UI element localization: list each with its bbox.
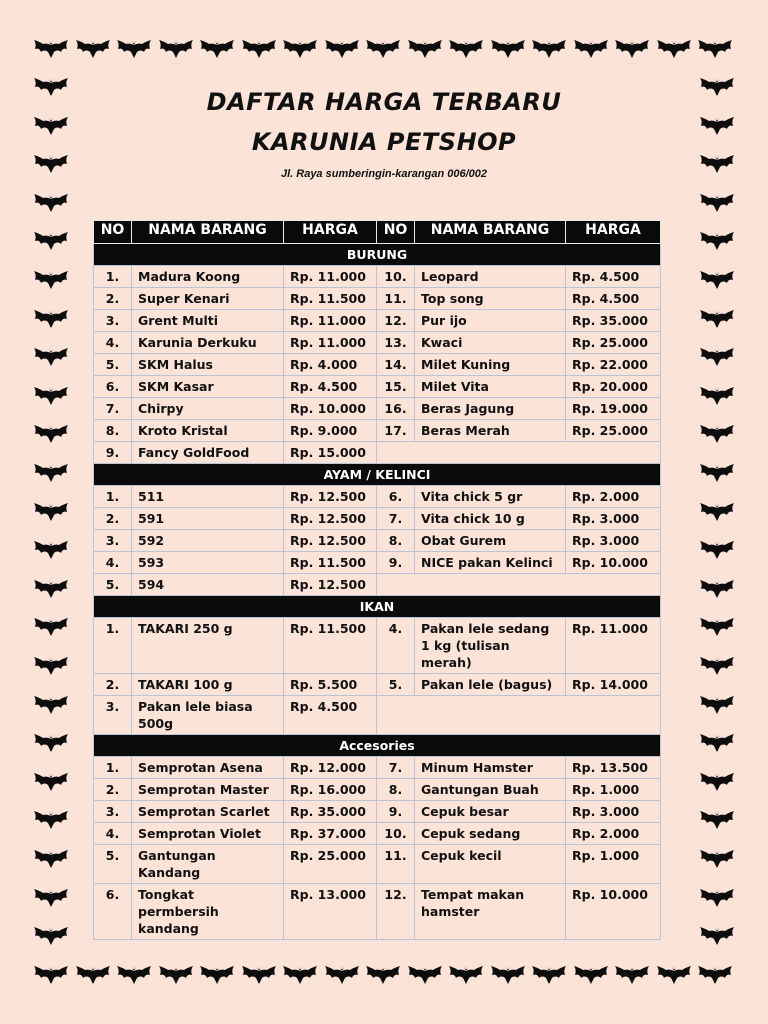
bat-icon bbox=[33, 927, 69, 945]
bat-icon bbox=[699, 696, 735, 714]
section-title: IKAN bbox=[94, 596, 661, 618]
item-no: 8. bbox=[94, 420, 132, 442]
table-row bbox=[94, 779, 661, 801]
item-no: 6. bbox=[94, 376, 132, 398]
item-name: 593 bbox=[132, 552, 284, 574]
item-price: Rp. 11.500 bbox=[284, 288, 377, 310]
item-no: 9. bbox=[94, 442, 132, 464]
item-price: Rp. 10.000 bbox=[284, 398, 377, 420]
item-no: 14. bbox=[377, 354, 415, 376]
bat-icon bbox=[531, 966, 567, 984]
item-name: Kwaci bbox=[415, 332, 566, 354]
item-no: 2. bbox=[94, 779, 132, 801]
bat-icon bbox=[699, 348, 735, 366]
bat-icon bbox=[75, 40, 111, 58]
item-price: Rp. 20.000 bbox=[566, 376, 661, 398]
bat-icon bbox=[33, 425, 69, 443]
item-no: 1. bbox=[94, 757, 132, 779]
bat-icon bbox=[699, 464, 735, 482]
item-no: 16. bbox=[377, 398, 415, 420]
col-no-2: NO bbox=[377, 221, 415, 244]
item-name: TAKARI 100 g bbox=[132, 674, 284, 696]
bat-icon bbox=[33, 580, 69, 598]
bat-icon bbox=[33, 503, 69, 521]
item-name: Vita chick 10 g bbox=[415, 508, 566, 530]
col-nama-barang: NAMA BARANG bbox=[132, 221, 284, 244]
bat-icon bbox=[490, 966, 526, 984]
page-title: DAFTAR HARGA TERBARU bbox=[206, 88, 562, 116]
item-no: 15. bbox=[377, 376, 415, 398]
item-no: 3. bbox=[94, 530, 132, 552]
item-price: Rp. 12.500 bbox=[284, 508, 377, 530]
bat-icon bbox=[33, 271, 69, 289]
item-price: Rp. 35.000 bbox=[284, 801, 377, 823]
item-price: Rp. 5.500 bbox=[284, 674, 377, 696]
table-row bbox=[94, 696, 661, 735]
item-name: Grent Multi bbox=[132, 310, 284, 332]
item-price: Rp. 3.000 bbox=[566, 508, 661, 530]
empty-cell bbox=[377, 696, 661, 735]
item-no: 1. bbox=[94, 618, 132, 674]
item-no: 7. bbox=[377, 508, 415, 530]
item-name: Minum Hamster bbox=[415, 757, 566, 779]
item-name: Cepuk besar bbox=[415, 801, 566, 823]
item-name: 511 bbox=[132, 486, 284, 508]
table-row bbox=[94, 674, 661, 696]
bat-icon bbox=[33, 40, 69, 58]
bat-icon bbox=[116, 40, 152, 58]
bat-icon bbox=[573, 966, 609, 984]
item-name: Gantungan Buah bbox=[415, 779, 566, 801]
item-no: 5. bbox=[94, 574, 132, 596]
bat-icon bbox=[365, 40, 401, 58]
item-name: Fancy GoldFood bbox=[132, 442, 284, 464]
item-price: Rp. 10.000 bbox=[566, 884, 661, 940]
table-row bbox=[94, 486, 661, 508]
item-name: Semprotan Asena bbox=[132, 757, 284, 779]
bat-icon bbox=[33, 348, 69, 366]
item-no: 3. bbox=[94, 696, 132, 735]
item-price: Rp. 15.000 bbox=[284, 442, 377, 464]
table-row bbox=[94, 266, 661, 288]
item-price: Rp. 2.000 bbox=[566, 823, 661, 845]
section-title: BURUNG bbox=[94, 244, 661, 266]
item-price: Rp. 3.000 bbox=[566, 530, 661, 552]
item-price: Rp. 11.000 bbox=[284, 310, 377, 332]
item-name: TAKARI 250 g bbox=[132, 618, 284, 674]
bat-icon bbox=[241, 966, 277, 984]
bat-icon bbox=[407, 966, 443, 984]
item-name: Tongkat permbersih kandang bbox=[132, 884, 284, 940]
item-price: Rp. 11.000 bbox=[284, 332, 377, 354]
item-name: Tempat makan hamster bbox=[415, 884, 566, 940]
shop-name: KARUNIA PETSHOP bbox=[251, 128, 517, 156]
empty-cell bbox=[377, 442, 661, 464]
section-header bbox=[94, 735, 661, 757]
table-row bbox=[94, 801, 661, 823]
item-price: Rp. 16.000 bbox=[284, 779, 377, 801]
bat-icon bbox=[699, 811, 735, 829]
item-no: 7. bbox=[94, 398, 132, 420]
table-row bbox=[94, 376, 661, 398]
item-price: Rp. 12.500 bbox=[284, 486, 377, 508]
item-price: Rp. 9.000 bbox=[284, 420, 377, 442]
table-row bbox=[94, 332, 661, 354]
item-price: Rp. 14.000 bbox=[566, 674, 661, 696]
item-name: Cepuk kecil bbox=[415, 845, 566, 884]
bat-icon bbox=[199, 966, 235, 984]
col-harga: HARGA bbox=[284, 221, 377, 244]
item-no: 7. bbox=[377, 757, 415, 779]
item-no: 6. bbox=[94, 884, 132, 940]
item-name: Cepuk sedang bbox=[415, 823, 566, 845]
bat-icon bbox=[697, 966, 733, 984]
item-price: Rp. 25.000 bbox=[284, 845, 377, 884]
bat-icon bbox=[324, 966, 360, 984]
bat-icon bbox=[33, 232, 69, 250]
item-no: 12. bbox=[377, 310, 415, 332]
bat-icon bbox=[407, 40, 443, 58]
table-row bbox=[94, 354, 661, 376]
table-row bbox=[94, 845, 661, 884]
bat-icon bbox=[33, 618, 69, 636]
section-title: AYAM / KELINCI bbox=[94, 464, 661, 486]
bat-icon bbox=[116, 966, 152, 984]
table-row bbox=[94, 442, 661, 464]
bat-icon bbox=[282, 40, 318, 58]
table-row bbox=[94, 288, 661, 310]
bat-icon bbox=[33, 541, 69, 559]
bat-icon bbox=[33, 966, 69, 984]
bat-icon bbox=[697, 40, 733, 58]
item-name: Pakan lele (bagus) bbox=[415, 674, 566, 696]
item-name: NICE pakan Kelinci bbox=[415, 552, 566, 574]
table-row bbox=[94, 398, 661, 420]
item-no: 9. bbox=[377, 801, 415, 823]
item-price: Rp. 4.000 bbox=[284, 354, 377, 376]
table-row bbox=[94, 310, 661, 332]
item-name: SKM Kasar bbox=[132, 376, 284, 398]
table-row bbox=[94, 530, 661, 552]
item-price: Rp. 4.500 bbox=[284, 376, 377, 398]
bat-icon bbox=[699, 387, 735, 405]
item-price: Rp. 4.500 bbox=[566, 288, 661, 310]
bat-icon bbox=[573, 40, 609, 58]
item-no: 11. bbox=[377, 288, 415, 310]
item-name: 592 bbox=[132, 530, 284, 552]
item-name: Beras Merah bbox=[415, 420, 566, 442]
item-price: Rp. 35.000 bbox=[566, 310, 661, 332]
item-price: Rp. 10.000 bbox=[566, 552, 661, 574]
item-name: Super Kenari bbox=[132, 288, 284, 310]
bat-icon bbox=[365, 966, 401, 984]
item-price: Rp. 4.500 bbox=[284, 696, 377, 735]
item-price: Rp. 11.000 bbox=[566, 618, 661, 674]
bat-icon bbox=[699, 310, 735, 328]
item-no: 8. bbox=[377, 779, 415, 801]
item-name: 591 bbox=[132, 508, 284, 530]
table-row bbox=[94, 508, 661, 530]
bat-icon bbox=[699, 503, 735, 521]
bat-icon bbox=[699, 425, 735, 443]
item-name: Semprotan Master bbox=[132, 779, 284, 801]
item-price: Rp. 1.000 bbox=[566, 779, 661, 801]
bat-icon bbox=[490, 40, 526, 58]
item-no: 2. bbox=[94, 508, 132, 530]
item-price: Rp. 37.000 bbox=[284, 823, 377, 845]
item-name: Chirpy bbox=[132, 398, 284, 420]
item-name: Milet Kuning bbox=[415, 354, 566, 376]
bat-icon bbox=[33, 464, 69, 482]
bat-icon bbox=[33, 889, 69, 907]
item-no: 5. bbox=[94, 354, 132, 376]
item-name: Gantungan Kandang bbox=[132, 845, 284, 884]
item-name: Obat Gurem bbox=[415, 530, 566, 552]
bat-icon bbox=[656, 966, 692, 984]
col-harga-2: HARGA bbox=[566, 221, 661, 244]
table-header-row bbox=[94, 221, 661, 244]
item-price: Rp. 2.000 bbox=[566, 486, 661, 508]
item-no: 1. bbox=[94, 266, 132, 288]
bat-icon bbox=[33, 387, 69, 405]
item-no: 8. bbox=[377, 530, 415, 552]
item-no: 4. bbox=[94, 552, 132, 574]
item-no: 3. bbox=[94, 801, 132, 823]
item-no: 10. bbox=[377, 266, 415, 288]
item-no: 12. bbox=[377, 884, 415, 940]
item-no: 3. bbox=[94, 310, 132, 332]
bat-icon bbox=[699, 927, 735, 945]
bat-icon bbox=[699, 889, 735, 907]
table-row bbox=[94, 757, 661, 779]
bat-icon bbox=[282, 966, 318, 984]
item-no: 10. bbox=[377, 823, 415, 845]
bat-icon bbox=[199, 40, 235, 58]
bat-icon bbox=[33, 773, 69, 791]
item-price: Rp. 13.500 bbox=[566, 757, 661, 779]
item-no: 4. bbox=[94, 332, 132, 354]
item-price: Rp. 12.500 bbox=[284, 574, 377, 596]
item-name: Beras Jagung bbox=[415, 398, 566, 420]
item-price: Rp. 22.000 bbox=[566, 354, 661, 376]
bat-icon bbox=[33, 850, 69, 868]
item-name: Leopard bbox=[415, 266, 566, 288]
item-name: Kroto Kristal bbox=[132, 420, 284, 442]
table-row bbox=[94, 823, 661, 845]
item-name: Semprotan Scarlet bbox=[132, 801, 284, 823]
item-name: Vita chick 5 gr bbox=[415, 486, 566, 508]
item-no: 13. bbox=[377, 332, 415, 354]
bat-icon bbox=[699, 773, 735, 791]
item-price: Rp. 11.500 bbox=[284, 618, 377, 674]
bat-icon bbox=[158, 966, 194, 984]
item-name: Top song bbox=[415, 288, 566, 310]
item-no: 6. bbox=[377, 486, 415, 508]
bat-icon bbox=[33, 811, 69, 829]
bat-icon bbox=[448, 966, 484, 984]
bat-icon bbox=[75, 966, 111, 984]
item-price: Rp. 12.500 bbox=[284, 530, 377, 552]
item-price: Rp. 11.500 bbox=[284, 552, 377, 574]
table-row bbox=[94, 884, 661, 940]
item-name: Milet Vita bbox=[415, 376, 566, 398]
item-price: Rp. 25.000 bbox=[566, 332, 661, 354]
bat-icon bbox=[448, 40, 484, 58]
item-price: Rp. 3.000 bbox=[566, 801, 661, 823]
bat-icon bbox=[33, 310, 69, 328]
item-name: Pakan lele biasa 500g bbox=[132, 696, 284, 735]
item-name: Pakan lele sedang 1 kg (tulisan merah) bbox=[415, 618, 566, 674]
item-price: Rp. 13.000 bbox=[284, 884, 377, 940]
item-no: 2. bbox=[94, 288, 132, 310]
bat-icon bbox=[33, 696, 69, 714]
table-row bbox=[94, 574, 661, 596]
price-table bbox=[93, 220, 661, 940]
bat-icon bbox=[531, 40, 567, 58]
bat-icon bbox=[699, 657, 735, 675]
bat-icon bbox=[324, 40, 360, 58]
col-no: NO bbox=[94, 221, 132, 244]
item-price: Rp. 12.000 bbox=[284, 757, 377, 779]
item-name: SKM Halus bbox=[132, 354, 284, 376]
item-name: Semprotan Violet bbox=[132, 823, 284, 845]
bat-icon bbox=[699, 850, 735, 868]
item-name: Karunia Derkuku bbox=[132, 332, 284, 354]
item-name: 594 bbox=[132, 574, 284, 596]
bat-icon bbox=[158, 40, 194, 58]
item-price: Rp. 1.000 bbox=[566, 845, 661, 884]
col-nama-barang-2: NAMA BARANG bbox=[415, 221, 566, 244]
item-price: Rp. 11.000 bbox=[284, 266, 377, 288]
item-name: Pur ijo bbox=[415, 310, 566, 332]
bat-icon bbox=[33, 194, 69, 212]
section-header bbox=[94, 464, 661, 486]
item-name: Madura Koong bbox=[132, 266, 284, 288]
bat-icon bbox=[614, 40, 650, 58]
item-no: 9. bbox=[377, 552, 415, 574]
item-price: Rp. 19.000 bbox=[566, 398, 661, 420]
section-header bbox=[94, 244, 661, 266]
bat-icon bbox=[241, 40, 277, 58]
bat-icon bbox=[699, 580, 735, 598]
bat-icon bbox=[699, 271, 735, 289]
section-title: Accesories bbox=[94, 735, 661, 757]
item-no: 1. bbox=[94, 486, 132, 508]
item-no: 2. bbox=[94, 674, 132, 696]
item-no: 17. bbox=[377, 420, 415, 442]
bat-icon bbox=[699, 734, 735, 752]
bat-icon bbox=[33, 734, 69, 752]
table-row bbox=[94, 420, 661, 442]
item-no: 4. bbox=[377, 618, 415, 674]
item-price: Rp. 25.000 bbox=[566, 420, 661, 442]
bat-icon bbox=[614, 966, 650, 984]
item-price: Rp. 4.500 bbox=[566, 266, 661, 288]
bat-icon bbox=[699, 618, 735, 636]
item-no: 4. bbox=[94, 823, 132, 845]
section-header bbox=[94, 596, 661, 618]
shop-address: Jl. Raya sumberingin-karangan 006/002 bbox=[280, 168, 488, 180]
bat-icon bbox=[699, 232, 735, 250]
item-no: 5. bbox=[94, 845, 132, 884]
bat-icon bbox=[656, 40, 692, 58]
bat-icon bbox=[33, 657, 69, 675]
bat-icon bbox=[699, 541, 735, 559]
table-row bbox=[94, 552, 661, 574]
item-no: 11. bbox=[377, 845, 415, 884]
table-row bbox=[94, 618, 661, 674]
empty-cell bbox=[377, 574, 661, 596]
item-no: 5. bbox=[377, 674, 415, 696]
bat-icon bbox=[699, 194, 735, 212]
